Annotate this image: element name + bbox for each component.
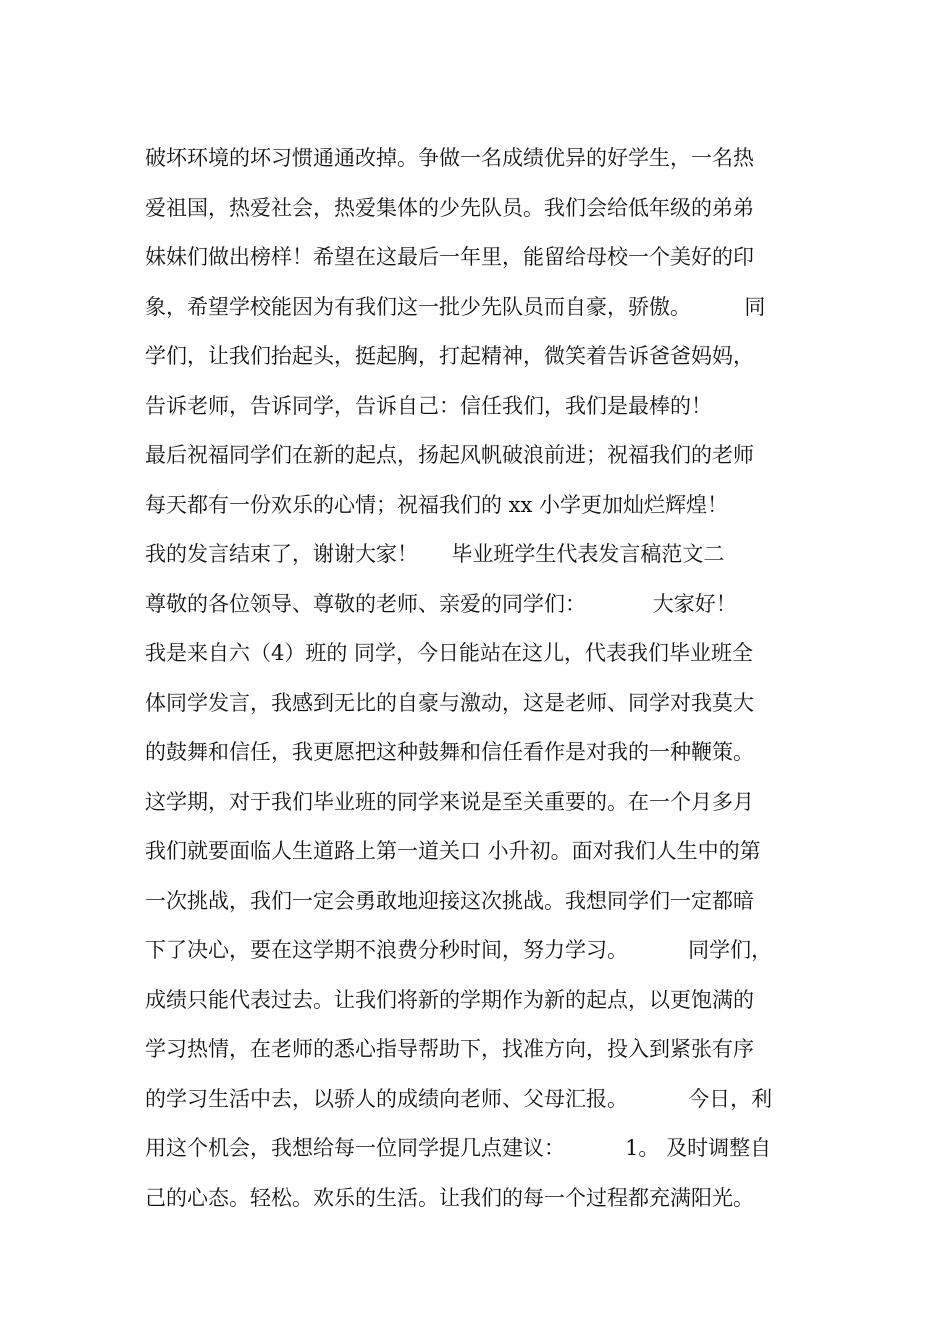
text-line: 的鼓舞和信任，我更愿把这种鼓舞和信任看作是对我的一种鞭策。 <box>145 740 754 764</box>
text-line: 爱祖国，热爱社会，热爱集体的少先队员。我们会给低年级的弟弟 <box>145 195 754 220</box>
text-line: 我的发言结束了，谢谢大家！ 毕业班学生代表发言稿范文二 <box>145 542 725 566</box>
text-line: 这学期，对于我们毕业班的同学来说是至关重要的。在一个月多月 <box>145 789 754 814</box>
text-line: 用这个机会，我想给每一位同学提几点建议： 1。 及时调整自 <box>145 1136 772 1160</box>
text-line: 告诉老师，告诉同学，告诉自己：信任我们，我们是最棒的！ <box>145 393 712 418</box>
text-line: 成绩只能代表过去。让我们将新的学期作为新的起点，以更饱满的 <box>145 987 754 1012</box>
text-line: 下了决心，要在这学期不浪费分秒时间，努力学习。 同学们， <box>145 938 773 962</box>
text-line: 尊敬的各位领导、尊敬的老师、亲爱的同学们： 大家好！ <box>145 591 737 616</box>
text-line: 学们，让我们抬起头，挺起胸，打起精神，微笑着告诉爸爸妈妈， <box>145 344 754 368</box>
text-line: 己的心态。轻松。欢乐的生活。让我们的每一个过程都充满阳光。 <box>145 1185 754 1210</box>
text-line: 的学习生活中去，以骄人的成绩向老师、父母汇报。 今日，利 <box>145 1086 773 1111</box>
text-line: 破坏环境的坏习惯通通改掉。争做一名成绩优异的好学生，一名热 <box>145 146 754 170</box>
text-line: 学习热情，在老师的悉心指导帮助下，找准方向，投入到紧张有序 <box>145 1037 754 1061</box>
text-line: 最后祝福同学们在新的起点，扬起风帆破浪前进；祝福我们的老师 <box>145 443 754 467</box>
text-line: 一次挑战，我们一定会勇敢地迎接这次挑战。我想同学们一定都暗 <box>145 888 754 913</box>
text-line: 我们就要面临人生道路上第一道关口 小升初。面对我们人生中的第 <box>145 839 761 863</box>
text-line: 体同学发言，我感到无比的自豪与激动，这是老师、同学对我莫大 <box>145 690 754 715</box>
text-line: 我是来自六（4）班的 同学，今日能站在这儿，代表我们毕业班全 <box>145 641 754 665</box>
body-text <box>145 134 815 1223</box>
text-line: 每天都有一份欢乐的心情；祝福我们的 xx 小学更加灿烂辉煌！ <box>145 492 729 517</box>
text-line: 象，希望学校能因为有我们这一批少先队员而自豪，骄傲。 同 <box>145 294 766 319</box>
text-line: 妹妹们做出榜样！希望在这最后一年里，能留给母校一个美好的印 <box>145 245 754 269</box>
